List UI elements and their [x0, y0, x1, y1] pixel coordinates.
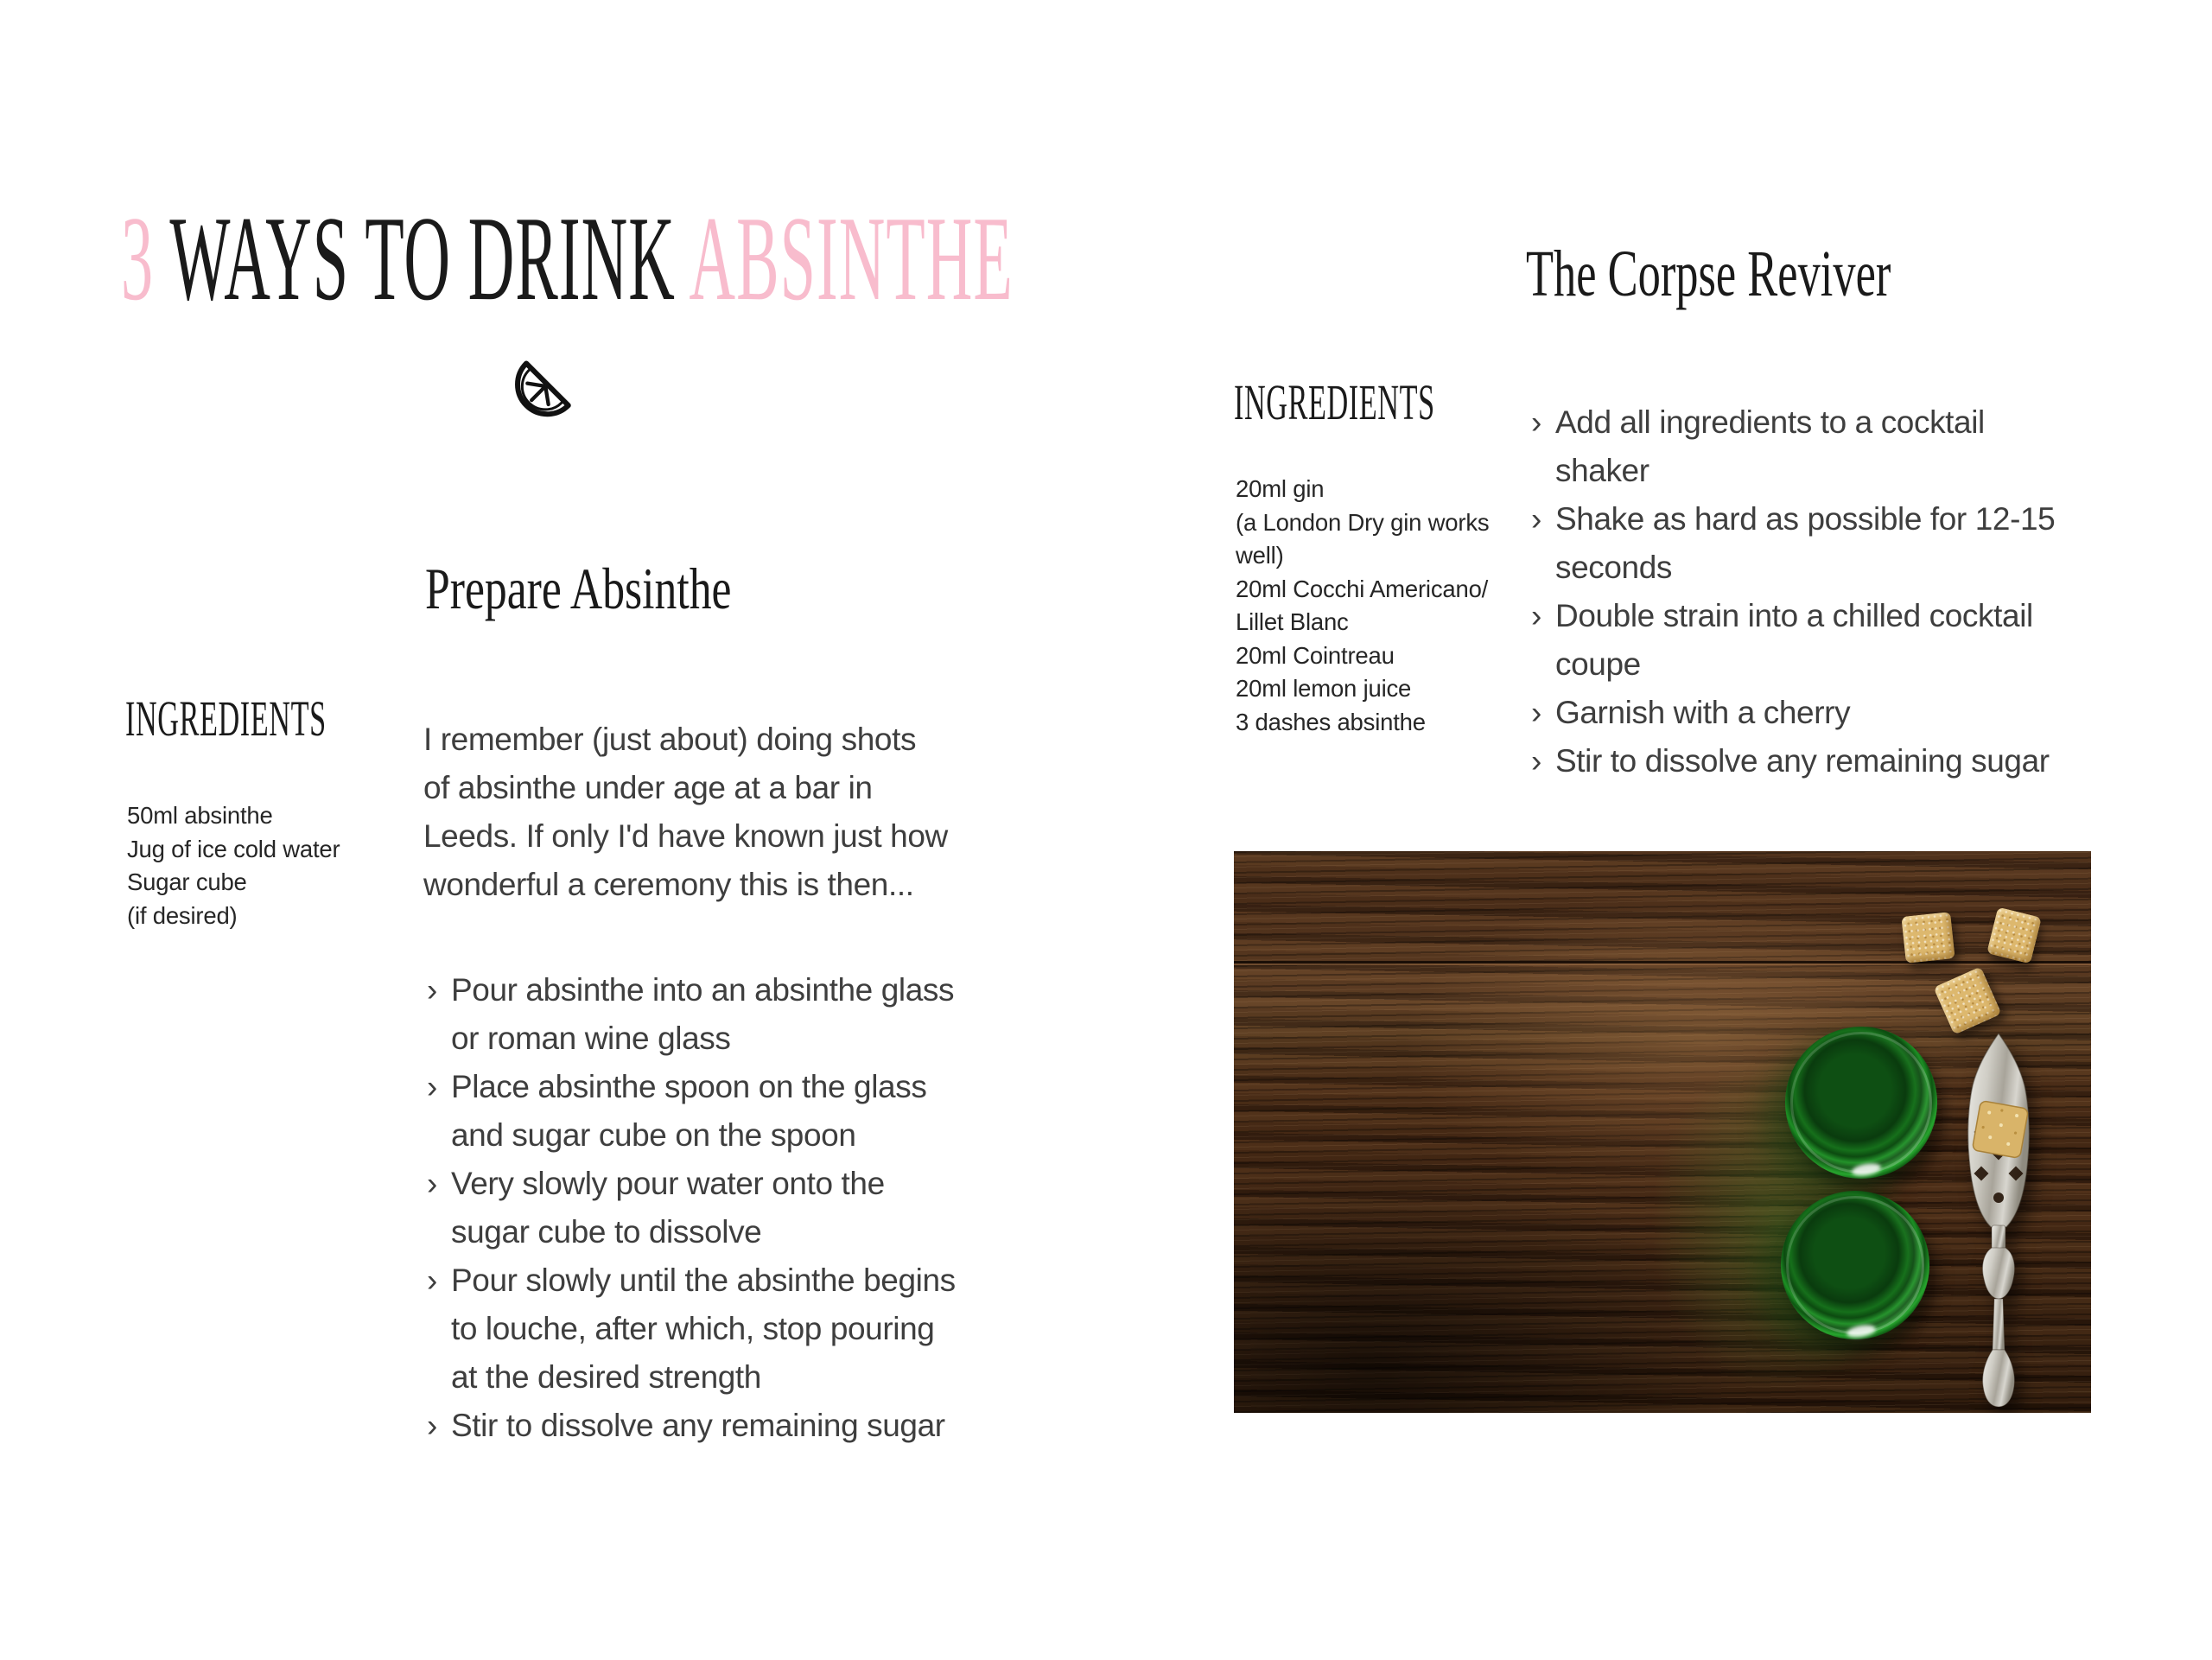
recipe-step	[427, 1256, 956, 1402]
recipe-step	[1531, 495, 2055, 592]
bullet-icon: ›	[427, 1166, 437, 1201]
step-line: Stir to dissolve any remaining sugar	[1555, 743, 2050, 779]
bullet-icon: ›	[427, 972, 437, 1008]
recipe-step	[1531, 398, 2055, 495]
step-line: at the desired strength	[451, 1359, 761, 1395]
recipe-step	[427, 1160, 956, 1256]
intro-line: I remember (just about) doing shots	[423, 722, 917, 757]
step-text	[1555, 689, 1850, 737]
step-line: Pour slowly until the absinthe begins	[451, 1262, 956, 1298]
bullet-icon: ›	[427, 1069, 437, 1104]
right-recipe-heading	[1526, 238, 2055, 310]
photo-absinthe-glass-top	[1785, 1027, 1937, 1179]
ingredient-item: (a London Dry gin works	[1236, 508, 1490, 536]
step-line: seconds	[1555, 550, 1673, 585]
intro-paragraph	[423, 716, 948, 909]
left-recipe-heading-text: Prepare Absinthe	[425, 556, 732, 621]
page-title-text	[121, 192, 1014, 326]
step-line: sugar cube to dissolve	[451, 1214, 762, 1250]
intro-line: Leeds. If only I'd have known just how	[423, 818, 948, 854]
step-text	[1555, 592, 2033, 689]
step-line: Shake as hard as possible for 12-15	[1555, 501, 2056, 537]
title-number: 3	[121, 192, 155, 326]
step-line: to louche, after which, stop pouring	[451, 1311, 935, 1346]
step-line: coupe	[1555, 646, 1641, 682]
left-ingredients-heading-text: INGREDIENTS	[125, 690, 327, 747]
ingredient-item: Lillet Blanc	[1236, 608, 1349, 635]
left-ingredients-heading	[125, 690, 466, 747]
right-recipe-heading-text: The Corpse Reviver	[1526, 238, 1891, 310]
step-line: Double strain into a chilled cocktail	[1555, 598, 2033, 633]
ingredient-item: 3 dashes absinthe	[1236, 708, 1426, 735]
ingredient-item: 20ml Cocchi Americano/	[1236, 575, 1489, 602]
title-accent: ABSINTHE	[689, 192, 1014, 326]
right-steps-list	[1531, 398, 2055, 785]
bullet-icon: ›	[1531, 404, 1541, 440]
step-text	[451, 1256, 956, 1402]
photo-sugar-cube-2	[1986, 907, 2042, 964]
step-line: Place absinthe spoon on the glass	[451, 1069, 927, 1104]
step-line: Add all ingredients to a cocktail	[1555, 404, 1985, 440]
step-text	[451, 966, 954, 1063]
photo-absinthe-spoon	[1938, 1028, 2059, 1409]
step-text	[1555, 495, 2055, 592]
step-line: Garnish with a cherry	[1555, 695, 1851, 730]
step-text	[1555, 737, 2050, 785]
step-text	[451, 1063, 926, 1160]
intro-line: of absinthe under age at a bar in	[423, 770, 873, 805]
step-text	[451, 1160, 885, 1256]
ingredient-item: well)	[1236, 542, 1284, 569]
right-ingredients-list	[1236, 473, 1489, 739]
step-line: shaker	[1555, 453, 1649, 488]
bullet-icon: ›	[1531, 743, 1541, 779]
step-line: Pour absinthe into an absinthe glass	[451, 972, 955, 1008]
ingredient-item: 50ml absinthe	[127, 802, 273, 829]
recipe-step	[1531, 689, 2055, 737]
recipe-step	[427, 1063, 956, 1160]
ingredient-item: Jug of ice cold water	[127, 835, 340, 862]
bullet-icon: ›	[427, 1408, 437, 1443]
photo-absinthe-table	[1234, 851, 2091, 1413]
recipe-step	[1531, 737, 2055, 785]
photo-absinthe-glass-bottom	[1781, 1191, 1929, 1339]
lemon-slice-icon	[508, 349, 582, 427]
recipe-step	[427, 1402, 956, 1450]
left-recipe-heading	[425, 556, 828, 621]
step-line: Stir to dissolve any remaining sugar	[451, 1408, 945, 1443]
ingredient-item: 20ml Cointreau	[1236, 641, 1395, 669]
left-ingredients-list	[127, 799, 340, 932]
left-steps-list	[427, 966, 956, 1450]
photo-sugar-cube-1	[1901, 912, 1955, 964]
ingredient-item: 20ml lemon juice	[1236, 675, 1412, 702]
ingredient-item: 20ml gin	[1236, 475, 1325, 502]
step-text	[1555, 398, 1985, 495]
recipe-step	[427, 966, 956, 1063]
photo-sugar-cube-on-spoon	[1972, 1101, 2028, 1159]
bullet-icon: ›	[1531, 598, 1541, 633]
title-main: WAYS TO DRINK	[154, 192, 690, 326]
right-ingredients-heading-text: INGREDIENTS	[1234, 374, 1435, 430]
step-text	[451, 1402, 945, 1450]
intro-line: wonderful a ceremony this is then...	[423, 867, 914, 902]
recipe-step	[1531, 592, 2055, 689]
ingredient-item: Sugar cube	[127, 868, 247, 895]
step-line: and sugar cube on the spoon	[451, 1117, 856, 1153]
step-line: Very slowly pour water onto the	[451, 1166, 885, 1201]
bullet-icon: ›	[427, 1262, 437, 1298]
right-ingredients-heading	[1234, 374, 1574, 430]
ingredient-item: (if desired)	[127, 901, 238, 929]
bullet-icon: ›	[1531, 695, 1541, 730]
step-line: or roman wine glass	[451, 1021, 731, 1056]
bullet-icon: ›	[1531, 501, 1541, 537]
